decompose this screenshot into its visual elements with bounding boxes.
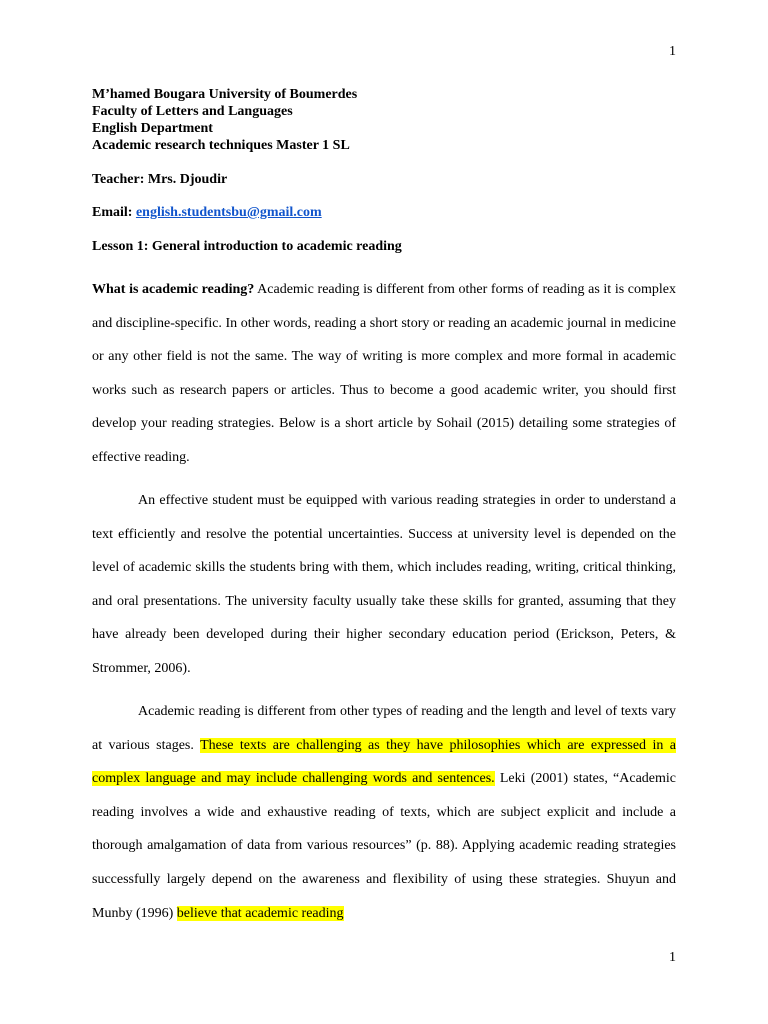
- course-name: Academic research techniques Master 1 SL: [92, 138, 350, 153]
- paragraph-effective-student: An effective student must be equipped with various reading strategies in order to understand a text efficiently and resolve the potential uncertainties. Success at university level is depended on the level of academic skills the students bring with them, which includes reading, writing, critical thinking, and oral presentations. The university faculty usually take these skills for granted, assuming that they have already been developed during their higher secondary education period (Erickson, Peters, & Strommer, 2006).: [92, 493, 676, 676]
- teacher-line: Teacher: Mrs. Djoudir: [92, 172, 228, 187]
- email-label: Email:: [92, 205, 133, 220]
- faculty-name: Faculty of Letters and Languages: [92, 104, 293, 119]
- page-number-bottom: 1: [669, 950, 676, 965]
- department-name: English Department: [92, 121, 213, 136]
- paragraph-academic-reading-part2: Leki (2001) states, “Academic reading involves a wide and exhaustive reading of texts, which are subject explicit and include a thorough amalgamation of data from various resources” (p. 88). Applying academic reading strategies successfully largely depend on the awareness and flexibility of using these strategies. Shuyun and Munby (1996): [92, 771, 676, 921]
- document-header: [92, 86, 676, 154]
- university-name: M’hamed Bougara University of Boumerdes: [92, 87, 358, 102]
- paragraph-intro: [92, 273, 676, 475]
- page-number-top: 1: [669, 44, 676, 59]
- highlighted-text-1: These texts are challenging as they have philosophies which are expressed in a complex language and may include challenging words and sentences.: [92, 737, 676, 787]
- paragraph-intro-lead: What is academic reading?: [92, 282, 255, 297]
- paragraph-intro-text: Academic reading is different from other forms of reading as it is complex and discipline-specific. In other words, reading a short story or reading an academic journal in medicine or any other field is not the same. The way of writing is more complex and more formal in academic works such as research papers or articles. Thus to become a good academic writer, you should first develop your reading strategies. Below is a short article by Sohail (2015) detailing some strategies of effective reading.: [92, 282, 676, 465]
- highlighted-text-2: believe that academic reading: [176, 905, 344, 921]
- paragraph-academic-reading-part1: Academic reading is different from other types of reading and the length and level of texts vary at various stages.: [92, 704, 676, 753]
- paragraph-academic-reading: [92, 695, 676, 930]
- lesson-title: Lesson 1: General introduction to academic reading: [92, 239, 402, 254]
- email-link[interactable]: english.studentsbu@gmail.com: [135, 205, 322, 220]
- email-line: [92, 204, 676, 221]
